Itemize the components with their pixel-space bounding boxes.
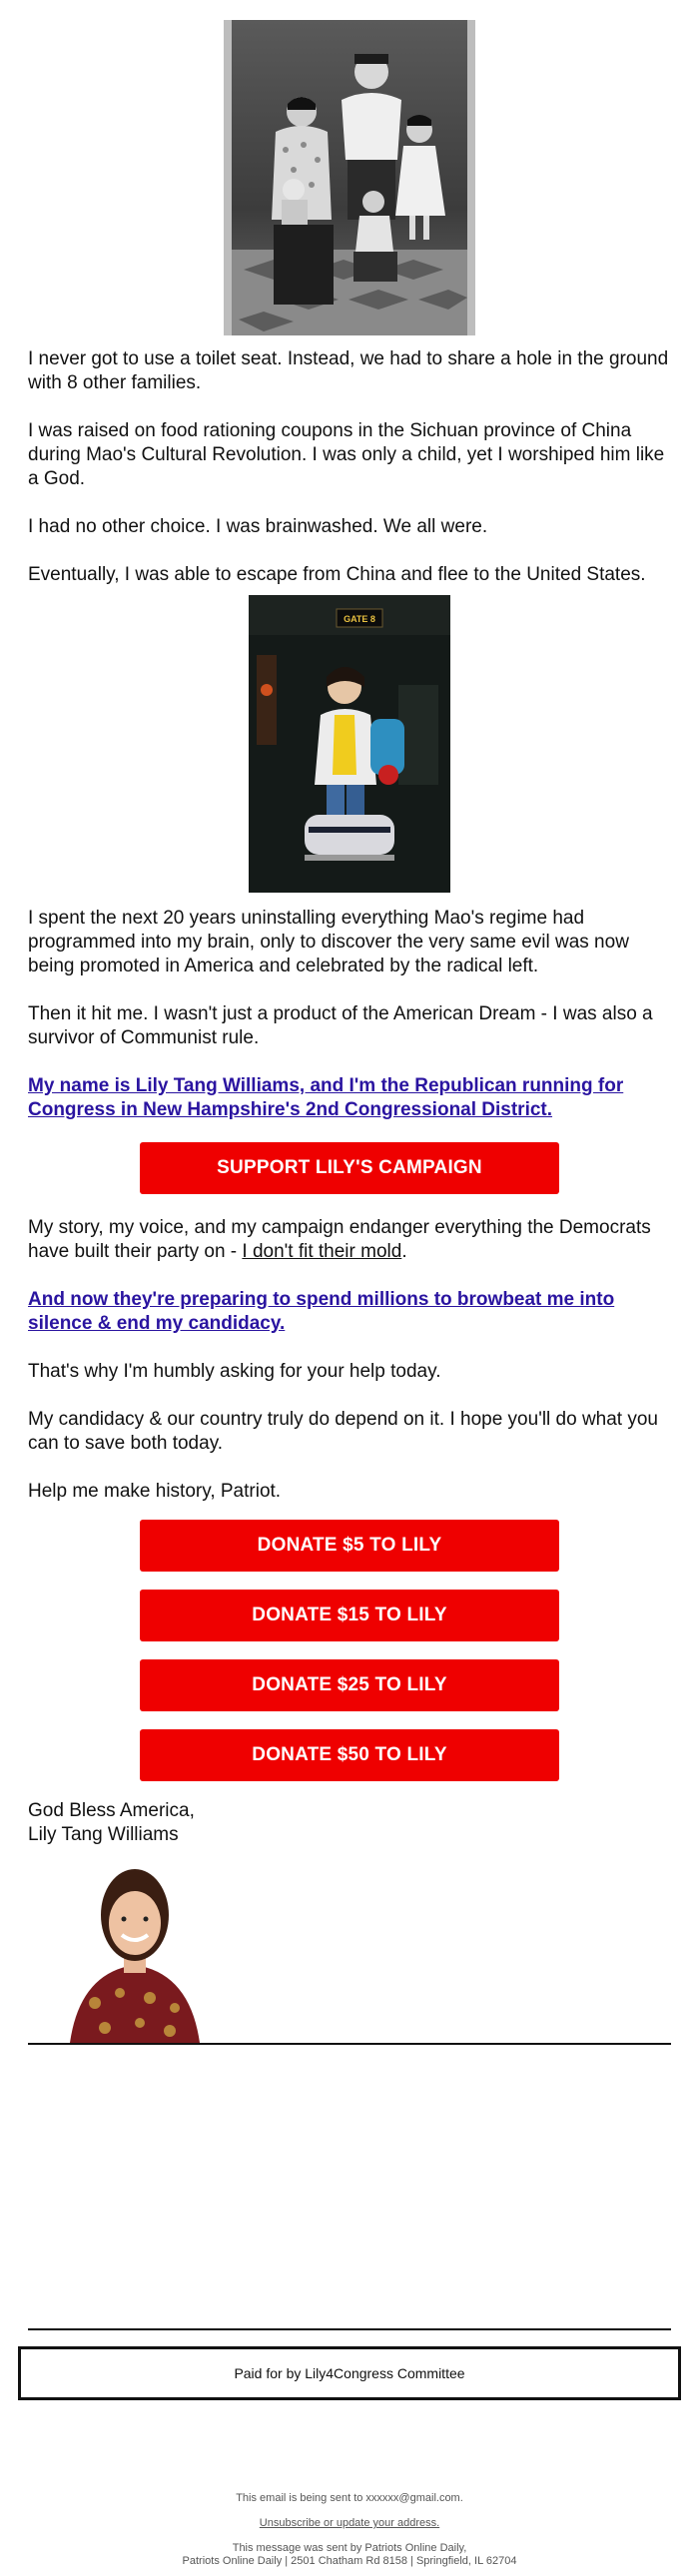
paid-for-box: [18, 2346, 681, 2400]
intro-link[interactable]: My name is Lily Tang Williams, and I'm the Republican running for Congress in New Hampshire's 2nd Congressional District.: [28, 1075, 624, 1120]
mold-text: My story, my voice, and my campaign endanger everything the Democrats have built their party on -: [28, 1217, 651, 1262]
silence-link-paragraph: [28, 1288, 671, 1336]
mold-underlined: I don't fit their mold: [242, 1241, 402, 1262]
footer-unsubscribe-link[interactable]: Unsubscribe or update your address.: [259, 2517, 440, 2529]
donate-25-button[interactable]: DONATE $25 TO LILY: [140, 1659, 559, 1711]
story-paragraph-4: Eventually, I was able to escape from China and flee to the United States.: [28, 564, 646, 585]
gate-sign: GATE 8: [344, 614, 375, 624]
story-paragraph-5: I spent the next 20 years uninstalling everything Mao's regime had programmed into my brain, only to discover the very same evil was now being promoted in America and celebrated by the radical left.: [28, 908, 629, 976]
family-photo: [224, 20, 475, 335]
paid-for-text: Paid for by Lily4Congress Committee: [234, 2365, 465, 2381]
support-campaign-button[interactable]: SUPPORT LILY'S CAMPAIGN: [140, 1142, 559, 1194]
lily-portrait: [50, 1853, 220, 2043]
ask-paragraph: That's why I'm humbly asking for your help today.: [28, 1361, 441, 1382]
story-paragraph-3: I had no other choice. I was brainwashed. We all were.: [28, 516, 488, 537]
intro-link-paragraph: [28, 1074, 671, 1122]
mold-paragraph: [28, 1216, 671, 1264]
story-paragraph-2: I was raised on food rationing coupons in the Sichuan province of China during Mao's Cultural Revolution. I was only a child, yet I worshiped him like a God.: [28, 420, 665, 489]
history-paragraph: Help me make history, Patriot.: [28, 1481, 282, 1502]
donate-15-button[interactable]: DONATE $15 TO LILY: [140, 1590, 559, 1641]
footer-sent-by: This message was sent by Patriots Online Daily,: [232, 2542, 467, 2554]
donate-50-button[interactable]: DONATE $50 TO LILY: [140, 1729, 559, 1781]
footer-email-note: This email is being sent to xxxxxx@gmail.com.: [236, 2492, 463, 2504]
silence-link[interactable]: And now they're preparing to spend millions to browbeat me into silence & end my candidacy.: [28, 1289, 615, 1334]
signoff-line-2: Lily Tang Williams: [28, 1824, 179, 1845]
mold-end: .: [401, 1241, 407, 1262]
airport-photo: [249, 595, 450, 893]
candidacy-paragraph: My candidacy & our country truly do depend on it. I hope you'll do what you can to save both today.: [28, 1409, 658, 1454]
signoff-line-1: God Bless America,: [28, 1800, 195, 1821]
footer-address: Patriots Online Daily | 2501 Chatham Rd 8158 | Springfield, IL 62704: [182, 2555, 517, 2567]
donate-5-button[interactable]: DONATE $5 TO LILY: [140, 1520, 559, 1572]
story-paragraph-6: Then it hit me. I wasn't just a product of the American Dream - I was also a survivor of Communist rule.: [28, 1003, 653, 1048]
story-paragraph-1: I never got to use a toilet seat. Instead, we had to share a hole in the ground with 8 other families.: [28, 348, 669, 393]
